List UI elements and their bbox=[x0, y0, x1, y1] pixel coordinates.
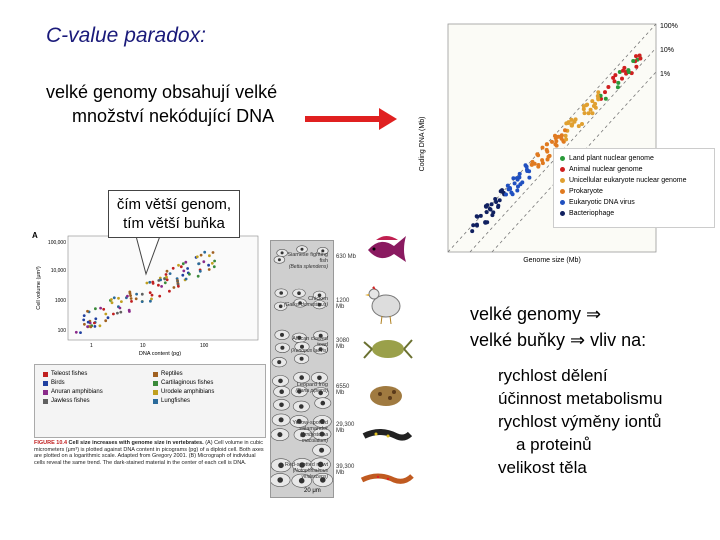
scale-label: 20 μm bbox=[304, 488, 321, 494]
species-entry bbox=[282, 336, 358, 354]
scatter-point bbox=[488, 207, 492, 211]
genome-size: 29,300 Mb bbox=[336, 422, 355, 434]
scatter-point bbox=[129, 292, 132, 295]
scatter-point bbox=[177, 264, 180, 267]
scatter-point bbox=[589, 108, 593, 112]
scatter-point bbox=[520, 180, 524, 184]
scatter-point bbox=[583, 111, 587, 115]
legend-swatch bbox=[43, 399, 48, 404]
scatter-point bbox=[102, 308, 105, 311]
species-name: Chicken bbox=[308, 296, 328, 302]
scatter-point bbox=[89, 326, 92, 329]
scatter-point bbox=[594, 106, 598, 110]
scatter-point bbox=[504, 193, 508, 197]
genome-size: 3080 Mb bbox=[336, 338, 350, 350]
scatter-point bbox=[494, 200, 498, 204]
legend-swatch bbox=[43, 390, 48, 395]
species-name: Leopard frog bbox=[296, 382, 328, 388]
scatter-point bbox=[188, 273, 191, 276]
scatter-point bbox=[99, 307, 102, 310]
legend-label: Anuran amphibians bbox=[51, 389, 103, 395]
scatter-point bbox=[621, 69, 625, 73]
scatter-point bbox=[130, 297, 133, 300]
species-latin: (Xenopus laevis) bbox=[290, 348, 328, 354]
scatter-point bbox=[490, 213, 494, 217]
bottom-legend-item bbox=[153, 398, 257, 404]
bottom-chart-legend bbox=[34, 364, 266, 438]
bottom-chart-ylabel: Cell volume (μm³) bbox=[36, 266, 42, 310]
scatter-point bbox=[157, 279, 160, 282]
caption-figure-number: FIGURE 10.4 bbox=[34, 440, 68, 446]
scatter-point bbox=[94, 317, 97, 320]
scatter-point bbox=[620, 77, 624, 81]
legend-swatch bbox=[43, 372, 48, 377]
bottom-legend-item bbox=[153, 380, 257, 386]
scatter-point bbox=[110, 298, 113, 301]
scatter-point bbox=[112, 313, 115, 316]
scatter-point bbox=[172, 267, 175, 270]
pct-label-1: 1% bbox=[660, 71, 671, 78]
legend-dot bbox=[560, 178, 565, 183]
scatter-point bbox=[135, 297, 138, 300]
legend-swatch bbox=[153, 372, 158, 377]
genome-size: 6550 Mb bbox=[336, 384, 350, 396]
scatter-point bbox=[119, 311, 122, 314]
scatter-point bbox=[181, 274, 184, 277]
species-name: Yellow-spotted salamander bbox=[292, 420, 328, 432]
scatter-point bbox=[590, 99, 594, 103]
scatter-point bbox=[149, 291, 152, 294]
scatter-point bbox=[516, 185, 520, 189]
species-latin: (Ambystoma maculatum) bbox=[299, 432, 328, 444]
legend-label: Urodele amphibians bbox=[161, 389, 215, 395]
bottom-legend-item bbox=[153, 389, 257, 395]
scatter-point bbox=[616, 85, 620, 89]
scatter-point bbox=[173, 286, 176, 289]
scatter-point bbox=[213, 265, 216, 268]
scatter-point bbox=[471, 223, 475, 227]
scatter-point bbox=[83, 323, 86, 326]
scatter-point bbox=[554, 136, 558, 140]
scatter-point bbox=[627, 70, 631, 74]
scatter-point bbox=[470, 229, 474, 233]
scatter-point bbox=[180, 265, 183, 268]
effect-item: rychlost výměny iontů bbox=[498, 412, 662, 431]
callout-line2: tím větší buňka bbox=[123, 215, 225, 232]
scatter-point bbox=[117, 297, 120, 300]
scatter-point bbox=[530, 163, 534, 167]
scatter-point bbox=[130, 300, 133, 303]
scatter-point bbox=[506, 184, 510, 188]
scatter-point bbox=[141, 300, 144, 303]
callout-line1: čím větší genom, bbox=[116, 196, 232, 213]
scatter-point bbox=[550, 140, 554, 144]
scatter-point bbox=[490, 202, 494, 206]
left-text-line2: množství nekódující DNA bbox=[72, 106, 275, 126]
slide-title: C-value paradox: bbox=[46, 24, 206, 47]
scatter-point bbox=[564, 137, 568, 141]
scatter-point bbox=[197, 275, 200, 278]
scatter-point bbox=[591, 111, 595, 115]
cell-nucleus bbox=[277, 360, 281, 364]
right-text-line1: velké genomy ⇒ bbox=[470, 304, 602, 324]
legend-dot bbox=[560, 156, 565, 161]
scatter-point bbox=[82, 319, 85, 322]
genome-size: 630 Mb bbox=[336, 254, 357, 260]
chicken-icon bbox=[364, 282, 404, 326]
cell-nucleus bbox=[301, 248, 304, 251]
scatter-point bbox=[517, 175, 521, 179]
scatter-point bbox=[94, 307, 97, 310]
scatter-point bbox=[564, 134, 568, 138]
figure-caption bbox=[34, 440, 266, 466]
scatter-point bbox=[111, 301, 114, 304]
species-entry bbox=[282, 252, 358, 270]
legend-swatch bbox=[153, 390, 158, 395]
top-chart-xlabel: Genome size (Mb) bbox=[523, 257, 581, 264]
left-text-line1: velké genomy obsahují velké bbox=[46, 82, 278, 102]
scatter-point bbox=[166, 278, 169, 281]
scatter-point bbox=[211, 262, 214, 265]
scatter-point bbox=[631, 59, 635, 63]
scatter-point bbox=[104, 313, 107, 316]
scatter-point bbox=[212, 251, 215, 254]
ytick: 100 bbox=[57, 328, 66, 334]
callout-pointer bbox=[130, 236, 170, 276]
species-latin: (Betta splendens) bbox=[288, 264, 328, 270]
scatter-point bbox=[541, 146, 545, 150]
scatter-point bbox=[496, 204, 500, 208]
scatter-point bbox=[151, 294, 154, 297]
scatter-point bbox=[94, 325, 97, 328]
scatter-point bbox=[638, 57, 642, 61]
species-name: African clawed toad bbox=[292, 336, 328, 348]
scatter-point bbox=[570, 124, 574, 128]
scatter-point bbox=[79, 331, 82, 334]
top-chart-ylabel: Coding DNA (Mb) bbox=[419, 116, 426, 172]
legend-label: Land plant nuclear genome bbox=[569, 155, 654, 162]
scatter-point bbox=[207, 264, 210, 267]
xtick: 100 bbox=[200, 343, 209, 349]
scatter-point bbox=[186, 267, 189, 270]
legend-label: Bacteriophage bbox=[569, 210, 615, 217]
scatter-point bbox=[475, 223, 479, 227]
legend-dot bbox=[560, 189, 565, 194]
scatter-point bbox=[541, 161, 545, 165]
legend-swatch bbox=[43, 381, 48, 386]
scatter-point bbox=[177, 285, 180, 288]
right-text-line2: velké buňky ⇒ vliv na: bbox=[470, 330, 647, 350]
caption-body: (A) Cell volume in cubic micrometers (μm³) is plotted against DNA content in picograms (pg) of a diploid cell. Both axes are plotted on a logarithmic scale. Adapted from Gregory 2001. (B) Micrograph of individual cells reveal the same trend. The dark-stained material in the center of each cell is DNA. bbox=[34, 440, 264, 466]
scatter-point bbox=[511, 176, 515, 180]
legend-dot bbox=[560, 200, 565, 205]
scatter-point bbox=[585, 103, 589, 107]
clawed-toad-icon bbox=[362, 334, 414, 364]
effects-list bbox=[498, 364, 662, 479]
scatter-point bbox=[182, 262, 185, 265]
scatter-point bbox=[120, 300, 123, 303]
legend-label: Teleost fishes bbox=[51, 371, 88, 377]
cell-nucleus bbox=[317, 376, 322, 381]
scatter-point bbox=[83, 314, 86, 317]
scatter-point bbox=[536, 165, 540, 169]
top-chart-legend bbox=[553, 148, 715, 228]
bottom-legend-item bbox=[43, 371, 147, 377]
cell-nucleus bbox=[321, 401, 326, 406]
callout-box bbox=[108, 190, 240, 238]
scatter-point bbox=[515, 189, 519, 193]
scatter-point bbox=[213, 260, 216, 263]
cell-micrograph-panel bbox=[270, 240, 334, 498]
species-latin: (Notophthalmus viridescens) bbox=[292, 468, 328, 480]
panel-label: A bbox=[32, 231, 38, 240]
legend-label: Prokaryote bbox=[569, 188, 603, 195]
scatter-point bbox=[135, 293, 138, 296]
scatter-point bbox=[563, 128, 567, 132]
salamander-icon bbox=[360, 424, 412, 446]
cell-nucleus bbox=[299, 375, 304, 380]
bottom-legend-item bbox=[43, 380, 147, 386]
scatter-point bbox=[545, 142, 549, 146]
scatter-point bbox=[196, 255, 199, 258]
scatter-point bbox=[165, 276, 168, 279]
scatter-point bbox=[104, 319, 107, 322]
scatter-point bbox=[158, 295, 161, 298]
scatter-point bbox=[208, 254, 211, 257]
cell-nucleus bbox=[279, 291, 283, 295]
scatter-point bbox=[570, 118, 574, 122]
scatter-point bbox=[157, 284, 160, 287]
cell-nucleus bbox=[279, 403, 284, 408]
scatter-point bbox=[149, 300, 152, 303]
scatter-point bbox=[603, 90, 607, 94]
scatter-point bbox=[582, 107, 586, 111]
scatter-point bbox=[634, 54, 638, 58]
scatter-point bbox=[596, 90, 600, 94]
scatter-point bbox=[483, 220, 487, 224]
scatter-point bbox=[148, 281, 151, 284]
cell-nucleus bbox=[319, 448, 324, 453]
scatter-point bbox=[86, 310, 89, 313]
scatter-point bbox=[93, 322, 96, 325]
scatter-point bbox=[202, 260, 205, 263]
scatter-point bbox=[484, 205, 488, 209]
cell-nucleus bbox=[299, 404, 304, 409]
scatter-point bbox=[128, 310, 131, 313]
scatter-point bbox=[596, 97, 600, 101]
scatter-point bbox=[545, 148, 549, 152]
species-name: Siamese fighting fish bbox=[287, 252, 328, 264]
species-entry bbox=[282, 462, 358, 480]
scatter-point bbox=[587, 111, 591, 115]
scatter-point bbox=[509, 191, 513, 195]
scatter-point bbox=[577, 124, 581, 128]
ytick: 1000 bbox=[54, 298, 66, 304]
scatter-point bbox=[164, 281, 167, 284]
scatter-point bbox=[518, 172, 522, 176]
scatter-point bbox=[200, 254, 203, 257]
xtick: 1 bbox=[90, 343, 93, 349]
scatter-point bbox=[604, 97, 608, 101]
scatter-point bbox=[574, 117, 578, 121]
pct-label-100: 100% bbox=[660, 23, 678, 30]
scatter-point bbox=[555, 144, 559, 148]
genome-size: 1200 Mb bbox=[336, 298, 350, 310]
scatter-point bbox=[527, 169, 531, 173]
scatter-point bbox=[208, 268, 211, 271]
red-spotted-newt-icon bbox=[358, 466, 414, 490]
scatter-point bbox=[141, 293, 144, 296]
effect-item: velikost těla bbox=[498, 458, 587, 477]
scatter-point bbox=[184, 261, 187, 264]
species-entry bbox=[282, 382, 358, 394]
scatter-point bbox=[119, 307, 122, 310]
leopard-frog-icon bbox=[364, 378, 408, 410]
species-latin: (Gallus domesticus) bbox=[283, 302, 328, 308]
scatter-point bbox=[146, 282, 149, 285]
bottom-chart-xlabel: DNA content (pg) bbox=[138, 351, 182, 357]
fighting-fish-icon bbox=[360, 232, 412, 268]
cell-nucleus bbox=[300, 357, 304, 361]
scatter-point bbox=[116, 312, 119, 315]
scatter-point bbox=[126, 295, 129, 298]
scatter-point bbox=[197, 262, 200, 265]
scatter-point bbox=[566, 121, 570, 125]
red-arrow-right-icon bbox=[305, 106, 397, 132]
legend-swatch bbox=[153, 381, 158, 386]
species-entry bbox=[282, 420, 358, 444]
scatter-point bbox=[535, 152, 539, 156]
scatter-point bbox=[606, 85, 610, 89]
caption-title: Cell size increases with genome size in vertebrates. bbox=[68, 440, 204, 446]
scatter-point bbox=[86, 325, 89, 328]
scatter-point bbox=[199, 270, 202, 273]
scatter-point bbox=[152, 282, 155, 285]
scatter-point bbox=[160, 285, 163, 288]
scatter-point bbox=[182, 270, 185, 273]
scatter-point bbox=[203, 251, 206, 254]
legend-label: Animal nuclear genome bbox=[569, 166, 643, 173]
legend-label: Jawless fishes bbox=[51, 398, 90, 404]
scatter-point bbox=[87, 321, 90, 324]
scatter-point bbox=[99, 324, 102, 327]
legend-dot bbox=[560, 167, 565, 172]
scatter-point bbox=[560, 137, 564, 141]
scatter-point bbox=[75, 331, 78, 334]
ytick: 100,000 bbox=[47, 240, 66, 246]
pct-label-10: 10% bbox=[660, 47, 675, 54]
legend-label: Lungfishes bbox=[161, 398, 191, 404]
scatter-point bbox=[634, 65, 638, 69]
scatter-point bbox=[527, 176, 531, 180]
legend-swatch bbox=[153, 399, 158, 404]
xtick: 10 bbox=[140, 343, 146, 349]
scatter-point bbox=[113, 296, 116, 299]
scatter-point bbox=[498, 198, 502, 202]
scatter-point bbox=[185, 278, 188, 281]
effect-item: rychlost dělení bbox=[498, 366, 608, 385]
species-name: Red-spotted newt bbox=[284, 462, 328, 468]
legend-label: Unicellular eukaryote nuclear genome bbox=[569, 177, 687, 184]
genome-size: 39,300 Mb bbox=[336, 464, 355, 476]
scatter-point bbox=[107, 316, 110, 319]
species-latin: (Rana pipiens) bbox=[295, 388, 328, 394]
legend-label: Cartilaginous fishes bbox=[161, 380, 214, 386]
scatter-point bbox=[513, 181, 517, 185]
cell-nucleus bbox=[297, 291, 301, 295]
scatter-point bbox=[475, 215, 479, 219]
legend-label: Birds bbox=[51, 380, 65, 386]
scatter-point bbox=[479, 214, 483, 218]
scatter-point bbox=[547, 155, 551, 159]
scatter-point bbox=[616, 81, 620, 85]
scatter-point bbox=[613, 79, 617, 83]
bottom-legend-item bbox=[43, 398, 147, 404]
legend-label: Reptiles bbox=[161, 371, 183, 377]
legend-dot bbox=[560, 211, 565, 216]
coding-dna-chart bbox=[412, 14, 718, 266]
cell-nucleus bbox=[278, 258, 281, 261]
species-entry bbox=[282, 296, 358, 308]
bottom-legend-item bbox=[43, 389, 147, 395]
scatter-point bbox=[168, 290, 171, 293]
scatter-point bbox=[525, 165, 529, 169]
effect-item: účinnost metabolismu bbox=[498, 389, 663, 408]
scatter-point bbox=[611, 76, 615, 80]
effect-item: a proteinů bbox=[516, 435, 592, 454]
ytick: 10,000 bbox=[50, 268, 66, 274]
bottom-legend-item bbox=[153, 371, 257, 377]
scatter-point bbox=[485, 210, 489, 214]
legend-label: Eukaryotic DNA virus bbox=[569, 199, 635, 206]
